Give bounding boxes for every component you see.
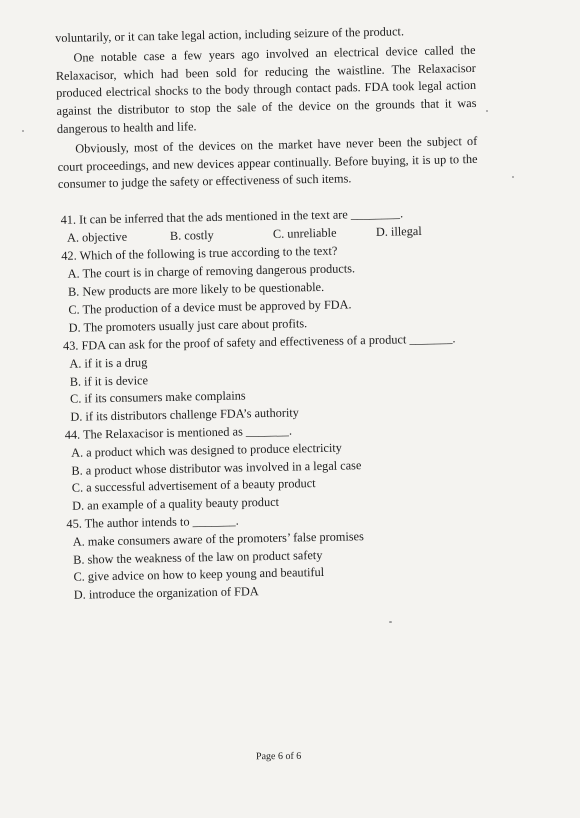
option-b: B. costly <box>169 227 214 243</box>
question-44 <box>63 419 485 516</box>
page-content <box>55 22 486 605</box>
question-list <box>58 204 485 605</box>
option-c: C. if its consumers make complains <box>69 388 246 407</box>
option-a: A. objective <box>66 229 128 245</box>
option-c: C. a successful advertisement of a beauty product <box>71 476 316 496</box>
scan-speck <box>389 621 392 623</box>
question-45 <box>64 508 486 605</box>
question-stem: 44. The Relaxacisor is mentioned as _______. <box>64 423 293 442</box>
passage-paragraph: Obviously, most of the devices on the market have never been the subject of court proceedings, and new devices appear continually. Before buying, it is up to the consumer to judge the safety or effectiveness of such items. <box>57 133 478 192</box>
option-d: D. illegal <box>375 223 422 239</box>
option-a: A. if it is a drug <box>69 355 148 371</box>
option-a: A. make consumers aware of the promoters’ false promises <box>72 528 364 549</box>
passage-paragraph: One notable case a few years ago involved an electrical device called the Relaxacisor, which had been sold for reducing the waistline. The Relaxacisor produced electrical shocks to the body through contact pads. FDA took legal action against the distributor to stop the sale of the device on the grounds that it was dangerous to health and life. <box>55 42 477 136</box>
scan-speck <box>22 130 24 132</box>
question-stem: 45. The author intends to _______. <box>66 513 239 531</box>
page-number: Page 6 of 6 <box>255 750 302 763</box>
option-b: B. New products are more likely to be questionable. <box>67 279 325 299</box>
question-stem: 42. Which of the following is true according to the text? <box>61 243 338 263</box>
option-c: C. give advice on how to keep young and beautiful <box>73 565 325 585</box>
option-a: A. a product which was designed to produce electricity <box>70 440 342 460</box>
option-c: C. unreliable <box>272 225 337 241</box>
option-d: D. introduce the organization of FDA <box>73 584 259 602</box>
question-42 <box>59 240 481 338</box>
question-43 <box>61 330 483 427</box>
question-stem: 43. FDA can ask for the proof of safety and effectiveness of a product _______. <box>62 331 456 353</box>
option-d: D. an example of a quality beauty product <box>72 494 280 513</box>
option-a: A. The court is in charge of removing dangerous products. <box>67 260 356 281</box>
option-d: D. The promoters usually just care about profits. <box>68 316 308 335</box>
option-d: D. if its distributors challenge FDA’s authority <box>70 405 300 424</box>
option-b: B. a product whose distributor was involved in a legal case <box>71 457 362 478</box>
passage-paragraph: voluntarily, or it can take legal action, including seizure of the product. <box>55 24 405 45</box>
option-b: B. if it is device <box>69 372 149 389</box>
option-b: B. show the weakness of the law on product safety <box>73 547 323 567</box>
question-stem: 41. It can be inferred that the ads mentioned in the text are ________. <box>60 206 404 228</box>
scan-speck <box>512 176 514 178</box>
option-c: C. The production of a device must be approved by FDA. <box>68 297 352 317</box>
reading-passage <box>55 22 478 194</box>
scan-speck <box>486 110 488 112</box>
